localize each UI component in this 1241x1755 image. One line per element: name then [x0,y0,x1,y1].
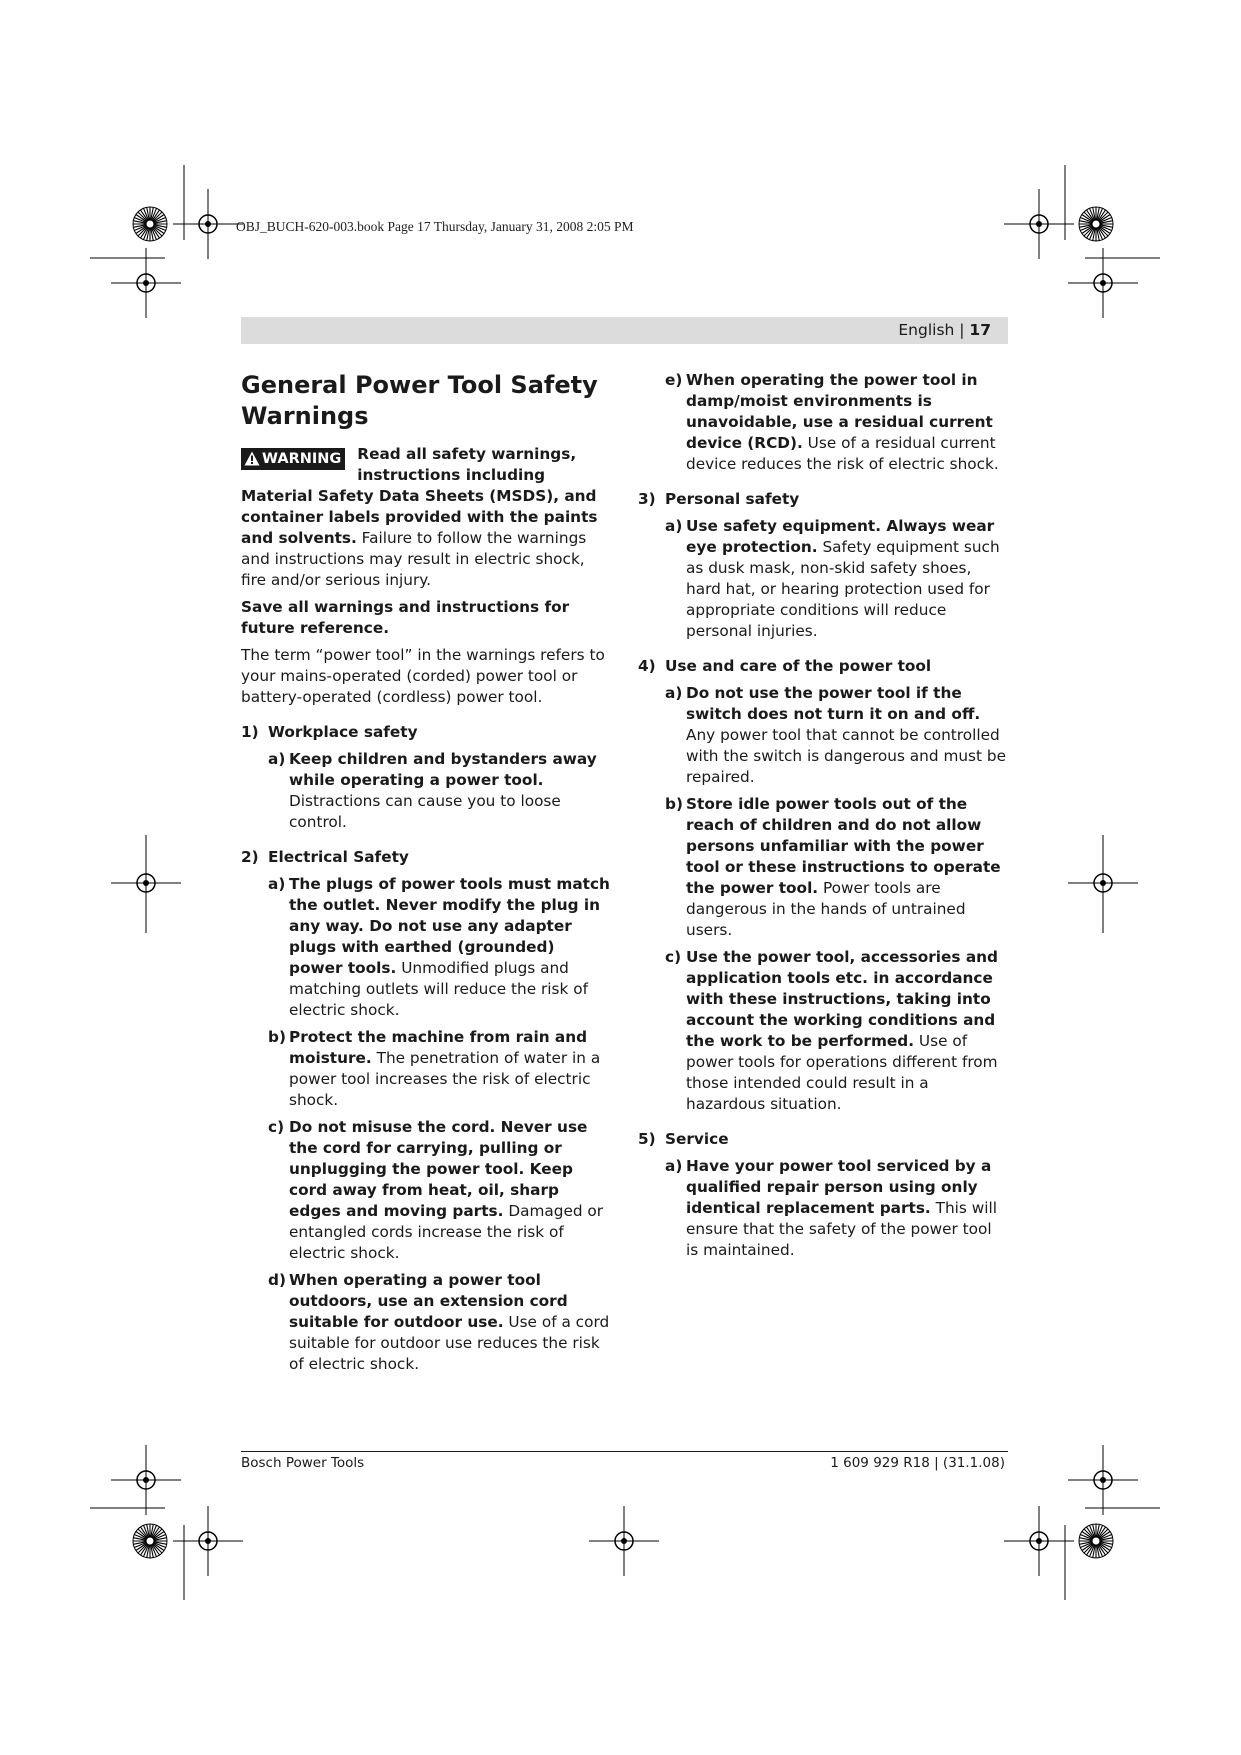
list-item [268,749,611,833]
crosshair-icon [1004,1506,1074,1576]
section-title: Personal safety [665,490,800,508]
item-label: a) [268,750,286,768]
star-target-icon [133,1524,167,1558]
right-sections [638,370,1008,1261]
item-label: e) [665,371,683,389]
list-item [268,1027,611,1111]
item-text [289,1027,611,1111]
item-label: a) [665,1157,683,1175]
item-bold-text: When operating a power tool outdoors, use an extension cord suitable for outdoor use. [289,1271,568,1331]
item-bold-text: Do not use the power tool if the switch does not turn it on and off. [686,684,981,723]
right-column [638,370,1008,1267]
item-bold-text: Do not misuse the cord. Never use the cord for carrying, pulling or unplugging the power tool. Keep cord away from heat, oil, sharp edges and moving parts. [289,1118,588,1220]
item-body-text: Distractions can cause you to loose control. [289,792,561,831]
page-number: 17 [969,321,991,339]
item-body-text: Power tools are dangerous in the hands of untrained users. [686,879,966,939]
item-text [686,1156,1008,1261]
list-item [268,874,611,1021]
item-bold-text: The plugs of power tools must match the outlet. Never modify the plug in any way. Do not use any adapter plugs with earthed (grounded) power tools. [289,875,610,977]
crosshair-icon [1068,1445,1138,1515]
section-heading [638,1129,1008,1150]
item-label: a) [665,517,683,535]
warning-badge-label: WARNING [262,451,342,467]
section-title: Use and care of the power tool [665,657,932,675]
item-bold-text: Store idle power tools out of the reach of children and do not allow persons unfamiliar with the power tool or these instructions to operate the power tool. [686,795,1001,897]
item-text [686,516,1008,642]
item-text [686,683,1008,788]
page-title: General Power Tool Safety Warnings [241,371,598,430]
item-bold-text: Use the power tool, accessories and application tools etc. in accordance with these instructions, taking into account the working conditions and the work to be performed. [686,948,998,1050]
item-text [289,1270,611,1375]
section-number: 1) [241,723,259,741]
item-body-text: Any power tool that cannot be controlled with the switch is dangerous and must be repaired. [686,726,1006,786]
item-text [686,370,1008,475]
footer-brand: Bosch Power Tools [241,1455,365,1471]
item-bold-text: Keep children and bystanders away while operating a power tool. [289,750,597,789]
item-bold-text: Have your power tool serviced by a qualified repair person using only identical replacement parts. [686,1157,992,1217]
item-text [289,749,611,833]
item-text [686,794,1008,941]
item-bold-text: When operating the power tool in damp/moist environments is unavoidable, use a residual current device (RCD). [686,371,993,452]
item-text [289,874,611,1021]
section-title: Workplace safety [268,723,418,741]
item-label: c) [665,948,682,966]
footer-divider [241,1451,1008,1452]
warning-badge [241,448,345,470]
header-separator: | [954,321,970,339]
item-body-text: Use of a cord suitable for outdoor use reduces the risk of electric shock. [289,1313,610,1373]
section-heading [638,656,1008,677]
left-column [241,370,611,1381]
item-label: a) [665,684,683,702]
section-heading [241,722,611,743]
footer-doc-number: 1 609 929 R18 | (31.1.08) [830,1455,1005,1471]
section-number: 3) [638,490,656,508]
list-item [665,1156,1008,1261]
section-title: Service [665,1130,729,1148]
list-item [665,683,1008,788]
item-body-text: Use of a residual current device reduces the risk of electric shock. [686,434,999,473]
item-label: a) [268,875,286,893]
star-target-icon [1079,1524,1113,1558]
list-item [665,794,1008,941]
section-title: Electrical Safety [268,848,409,866]
crosshair-icon [1004,189,1074,259]
save-note: Save all warnings and instructions for future reference. [241,598,570,637]
crosshair-icon [589,1506,659,1576]
page-header [241,317,1008,344]
section-number: 4) [638,657,656,675]
section-number: 5) [638,1130,656,1148]
header-language-page [898,321,991,339]
item-bold-text: Protect the machine from rain and moisture. [289,1028,588,1067]
list-item [665,516,1008,642]
item-body-text: Damaged or entangled cords increase the risk of electric shock. [289,1202,604,1262]
list-item [268,1270,611,1375]
item-body-text: This will ensure that the safety of the power tool is maintained. [686,1199,997,1259]
crosshair-icon [111,1445,181,1515]
list-item [268,1117,611,1264]
section-heading [638,489,1008,510]
header-language: English [898,321,955,339]
warning-text: Failure to follow the warnings and instructions may result in electric shock, fire and/or serious injury. [241,529,587,589]
item-body-text: The penetration of water in a power tool increases the risk of electric shock. [289,1049,601,1109]
section-number: 2) [241,848,259,866]
star-target-icon [133,207,167,241]
list-item [665,947,1008,1115]
section-heading [241,847,611,868]
item-label: d) [268,1271,286,1289]
warning-triangle-icon [244,451,260,466]
left-sections [241,722,611,1375]
item-label: b) [665,795,683,813]
item-bold-text: Use safety equipment. Always wear eye protection. [686,517,995,556]
item-text [289,1117,611,1264]
item-label: c) [268,1118,285,1136]
warning-block [241,444,611,591]
list-item [665,370,1008,475]
item-body-text: Use of power tools for operations different from those intended could result in a hazardous situation. [686,1032,998,1113]
item-text [686,947,1008,1115]
item-body-text: Safety equipment such as dusk mask, non-skid safety shoes, hard hat, or hearing protection used for appropriate conditions will reduce personal injuries. [686,538,1000,640]
warning-bold-text: Read all safety warnings, instructions including Material Safety Data Sheets (MSDS), and container labels provided with the paints and solvents. [241,445,598,547]
print-slug: OBJ_BUCH-620-003.book Page 17 Thursday, January 31, 2008 2:05 PM [236,219,634,234]
star-target-icon [1079,207,1113,241]
item-label: b) [268,1028,286,1046]
term-note: The term “power tool” in the warnings refers to your mains-operated (corded) power tool or battery-operated (cordless) power tool. [241,646,605,706]
item-body-text: Unmodified plugs and matching outlets will reduce the risk of electric shock. [289,959,588,1019]
